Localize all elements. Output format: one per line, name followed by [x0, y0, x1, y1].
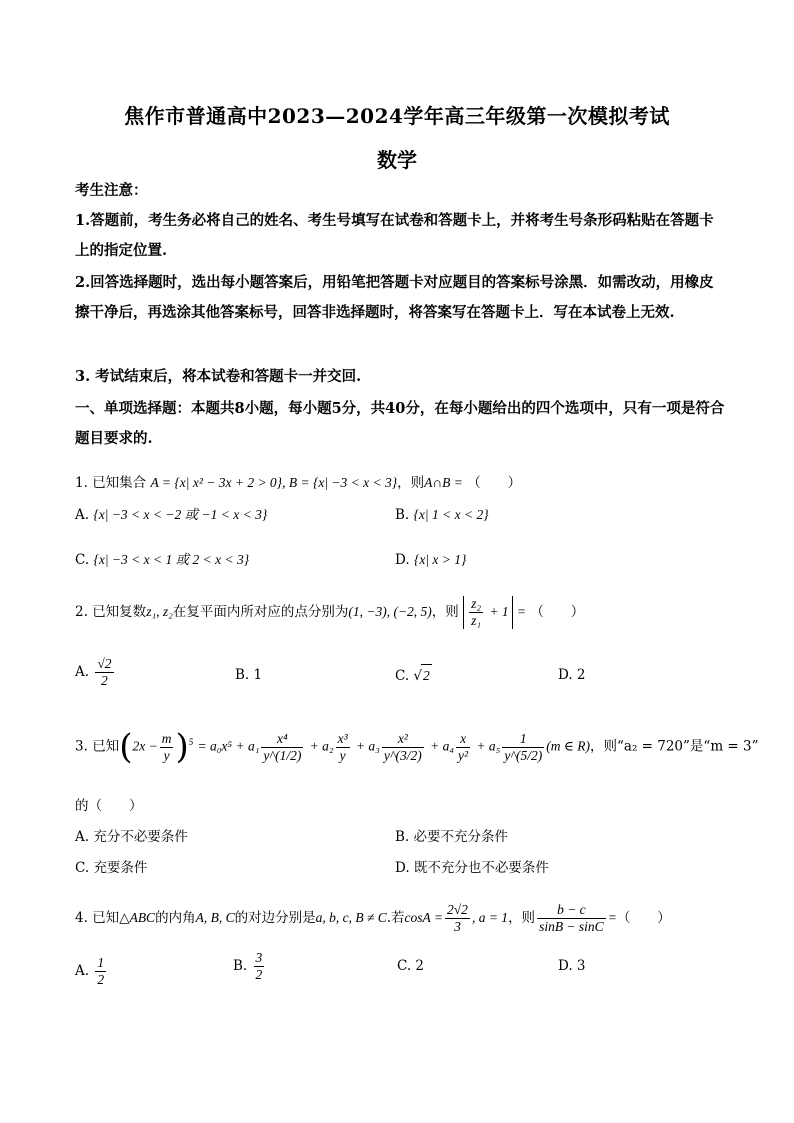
q3-ask: ，则“a₂ = 720”是“m = 3”: [590, 738, 759, 755]
q3-lhs-y: y: [163, 747, 170, 763]
q4-number: 4.: [75, 910, 88, 926]
question-1: [75, 472, 735, 494]
q3-lhs-m: m: [161, 730, 172, 746]
q1-number: 1.: [75, 475, 88, 491]
q4-option-b-den: 2: [255, 967, 263, 982]
q1-option-b: [395, 504, 489, 526]
q1-option-a: [75, 504, 267, 526]
q3-option-a-text: 充分不必要条件: [93, 829, 188, 845]
q4-option-a-frac: [95, 955, 106, 988]
q3-prefix: 已知: [92, 738, 120, 755]
q3-term-5: [502, 731, 544, 764]
q3-term-2: [336, 731, 350, 764]
q3-t3-num: x²: [382, 731, 424, 748]
notice-item-3: 3. 考试结束后，将本试卷和答题卡一并交回.: [75, 368, 362, 385]
notice-heading: 考生注意：: [75, 182, 148, 199]
q3-t1-num: x⁴: [261, 731, 303, 748]
section-heading: 一、单项选择题：本题共8小题，每小题5分，共40分，在每小题给出的四个选项中，只有一项是符合题目要求的.: [75, 400, 725, 447]
q3-term-3: [382, 731, 424, 764]
q3-option-c: [75, 857, 147, 879]
q3-option-a-label: A.: [75, 829, 90, 845]
q2-option-c-value: 2: [421, 664, 432, 687]
q2-mid: 在复平面内所对应的点分别为: [172, 604, 349, 620]
q4-angles: A, B, C: [195, 910, 235, 925]
q3-condition: (m ∈ R): [546, 738, 590, 754]
q1-ask: ，则: [397, 475, 425, 491]
q3-term-1: [261, 731, 303, 764]
q1-set-a: A = {x| x² − 3x + 2 > 0}: [150, 475, 283, 490]
q1-option-b-label: B.: [395, 507, 410, 523]
q3-t4-den: y²: [458, 747, 469, 763]
q4-option-b-label: B.: [233, 958, 248, 974]
q1-option-d-text: {x| x > 1}: [413, 552, 467, 567]
q2-blank: （ ）: [530, 604, 585, 620]
q4-cos-frac: [445, 902, 470, 935]
q3-lhs-a: 2x −: [132, 738, 158, 754]
q4-option-a-label: A.: [75, 963, 90, 979]
q1-option-d: [395, 549, 466, 571]
q4-option-b: [233, 950, 266, 983]
q3-option-c-text: 充要条件: [93, 860, 148, 876]
q3-right-paren: ): [175, 727, 189, 767]
question-2: [75, 596, 735, 629]
exam-subject: 数学: [377, 148, 417, 172]
q4-option-b-num: 3: [255, 950, 263, 965]
q3-number: 3.: [75, 738, 88, 755]
q2-option-c: C. √2: [395, 664, 432, 687]
q1-set-b: , B = {x| −3 < x < 3}: [282, 475, 398, 490]
question-4: [75, 902, 735, 935]
q3-t2-num: x³: [337, 730, 348, 746]
q3-rhs: = a₀x⁵ + a₁: [197, 738, 260, 754]
q4-option-b-frac: [254, 950, 265, 983]
q2-frac-den: z₁: [471, 613, 482, 628]
q1-expr: A∩B =: [424, 475, 463, 490]
q4-sides: a, b, c, B ≠ C: [315, 910, 387, 925]
q3-lhs-frac: [160, 731, 174, 764]
q3-left-paren: (: [119, 727, 133, 767]
q4-prefix: 已知: [92, 910, 120, 926]
q1-option-b-text: {x| 1 < x < 2}: [413, 507, 489, 522]
q4-triangle: △ABC: [119, 910, 156, 925]
q1-option-a-text: {x| −3 < x < −2 或 −1 < x < 3}: [93, 507, 268, 522]
q4-option-d: D. 3: [558, 958, 586, 974]
q3-option-b-label: B.: [395, 829, 410, 845]
q4-mid2: 的对边分别是: [234, 910, 316, 926]
notice-item-2: 2.回答选择题时，选出每小题答案后，用铅笔把答题卡对应题目的答案标号涂黑．如需改动，用橡皮擦干净后，再选涂其他答案标号，回答非选择题时，将答案写在答题卡上．写在本试卷上无效.: [75, 274, 714, 321]
q3-t3-den: y^(3/2): [383, 747, 422, 763]
q4-mid: 的内角: [155, 910, 196, 926]
question-3: [75, 727, 759, 767]
q3-t1-den: y^(1/2): [263, 747, 302, 763]
q2-abs: [463, 596, 513, 629]
q3-option-b: [395, 826, 508, 848]
q4-eq: =: [607, 910, 617, 925]
q2-option-b: B. 1: [235, 667, 263, 683]
q1-prefix: 已知集合: [92, 475, 147, 491]
q2-option-c-label: C.: [395, 668, 410, 684]
q4-option-a: [75, 955, 108, 988]
q1-option-a-label: A.: [75, 507, 90, 523]
q1-option-c-label: C.: [75, 552, 90, 568]
q2-number: 2.: [75, 604, 88, 620]
q2-option-a-frac: [95, 656, 113, 689]
q3-t5-num: 1: [502, 731, 544, 748]
q3-option-d-label: D.: [395, 860, 410, 876]
q3-t3-pre: + a₃: [355, 738, 380, 754]
exam-title: 焦作市普通高中2023—2024学年高三年级第一次模拟考试: [124, 104, 670, 128]
q2-ask: ，则: [431, 604, 459, 620]
q3-t5-pre: + a₅: [476, 738, 501, 754]
q1-option-d-label: D.: [395, 552, 410, 568]
q3-option-d-text: 既不充分也不必要条件: [413, 860, 549, 876]
q4-if: .若: [386, 910, 405, 926]
q4-target-frac: [537, 902, 606, 935]
q3-option-b-text: 必要不充分条件: [413, 829, 509, 845]
q2-option-a: [75, 656, 116, 689]
q4-target-num: b − c: [537, 902, 606, 919]
q2-vars: z₁, z₂: [146, 604, 173, 619]
q1-option-c: [75, 549, 249, 571]
q4-blank: （ ）: [616, 910, 671, 926]
q2-points: (1, −3), (−2, 5): [348, 604, 432, 619]
q4-target-den: sinB − sinC: [539, 919, 604, 934]
q4-cos: cosA =: [404, 910, 444, 925]
q3-option-d: [395, 857, 549, 879]
q2-option-a-label: A.: [75, 664, 90, 680]
q1-option-c-text: {x| −3 < x < 1 或 2 < x < 3}: [93, 552, 250, 567]
q4-a-value: , a = 1: [471, 910, 509, 925]
q2-prefix: 已知复数: [92, 604, 147, 620]
q4-option-a-den: 2: [97, 972, 105, 987]
q3-t2-pre: + a₂: [309, 738, 334, 754]
q3-t4-num: x: [456, 731, 470, 748]
q4-cos-den: 3: [454, 919, 461, 934]
q4-cos-num: 2√2: [447, 902, 468, 917]
q3-power: 5: [188, 737, 194, 747]
q2-option-a-num: √2: [97, 656, 112, 671]
q2-eq: =: [516, 604, 527, 619]
q2-option-a-den: 2: [101, 673, 108, 688]
q3-t4-pre: + a₄: [430, 738, 455, 754]
q4-option-c: C. 2: [397, 958, 425, 974]
q2-option-d: D. 2: [558, 667, 586, 683]
q3-term-4: [456, 731, 470, 764]
q3-t2-den: y: [339, 747, 346, 763]
notice-item-1: 1.答题前，考生务必将自己的姓名、考生号填写在试卷和答题卡上，并将考生号条形码粘贴在答题卡上的指定位置.: [75, 212, 714, 259]
q3-continuation: 的（ ）: [75, 798, 143, 814]
q1-blank: （ ）: [467, 475, 522, 491]
q2-frac-num: z₂: [471, 596, 482, 611]
q3-t5-den: y^(5/2): [504, 747, 543, 763]
q3-option-a: [75, 826, 188, 848]
q4-ask: ，则: [508, 910, 536, 926]
q2-plus: + 1: [489, 604, 509, 619]
q3-option-c-label: C.: [75, 860, 90, 876]
q4-option-a-num: 1: [97, 955, 105, 970]
q2-fraction: [469, 596, 483, 629]
